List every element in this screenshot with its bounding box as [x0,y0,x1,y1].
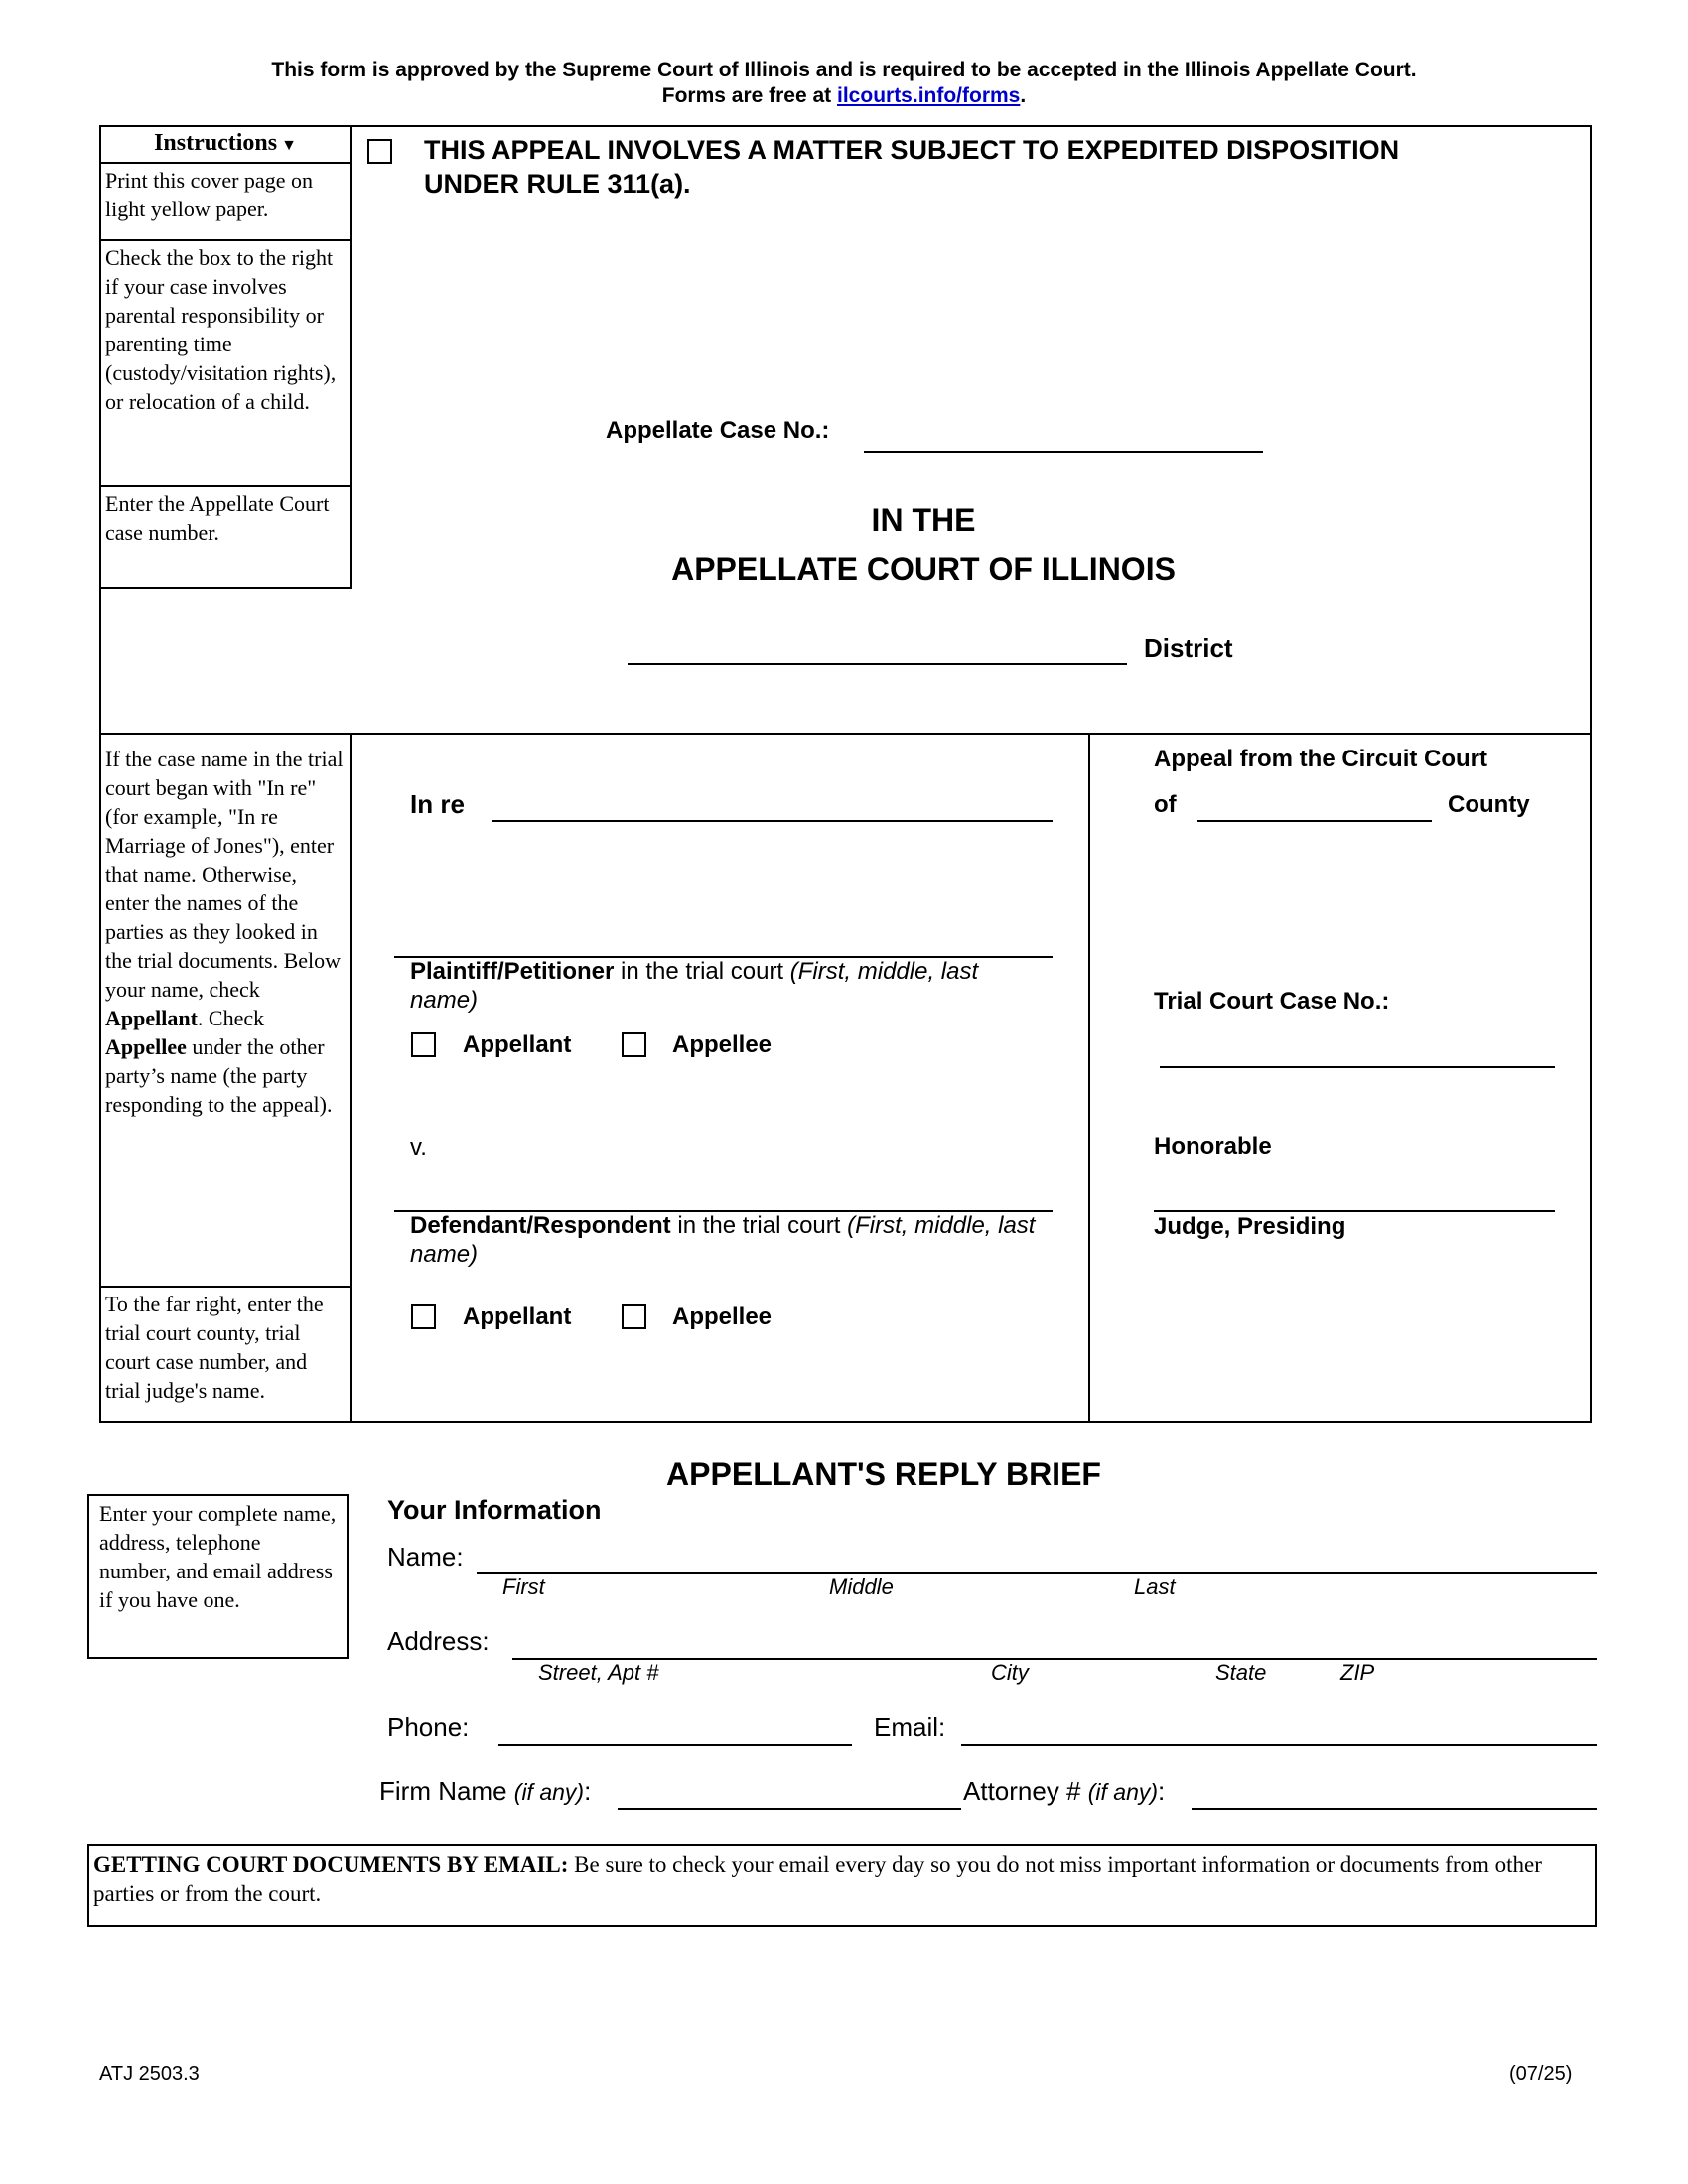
instruction-party-names: If the case name in the trial court began with "In re" (for example, "In re Marriage of Jones"), enter that name. Otherwise, enter the names of the parties as they looked in the trial documents. Below your name, check Appellant. Check Appellee under the other party’s name (the party responding to the appeal). [105,747,344,1117]
forms-free-suffix: . [1020,84,1027,107]
plaintiff-appellee-checkbox[interactable] [622,1032,646,1057]
instruction-trial-court: To the far right, enter the trial court county, trial court case number, and trial judge's name. [105,1292,324,1403]
district-label: District [1144,633,1233,663]
judge-underline [1154,1210,1555,1212]
form-date: (07/25) [1509,2063,1573,2085]
district-underline [628,663,1127,665]
instruction-expedited-check: Check the box to the right if your case involves parental responsibility or parenting time (custody/visitation rights), or relocation of a child. [101,241,350,487]
attorney-number-underline [1192,1808,1597,1810]
judge-presiding-label: Judge, Presiding [1154,1213,1346,1240]
judge-name-field[interactable] [1154,1181,1563,1209]
email-notice-text: Be sure to check your email every day so you do not miss important information or documents from other parties or from the court. [93,1852,1542,1906]
triangle-down-icon: ▼ [281,137,297,154]
instructions-title: Instructions ▼ [101,127,350,164]
county-field[interactable] [1197,790,1440,818]
attorney-number-label: Attorney # (if any): [963,1776,1166,1806]
approval-notice [0,58,1688,109]
plaintiff-caption: Plaintiff/Petitioner in the trial court (First, middle, last name) [410,958,979,1014]
expedited-label [424,133,1399,201]
court-title-in-the: IN THE [871,502,976,538]
in-re-field[interactable] [492,790,1060,818]
brief-title: APPELLANT'S REPLY BRIEF [666,1456,1101,1492]
county-underline [1197,820,1432,822]
plaintiff-appellee-label: Appellee [672,1031,773,1058]
parties-right-divider [1088,733,1090,1423]
honorable-label: Honorable [1154,1133,1272,1160]
your-information-heading: Your Information [387,1495,602,1525]
address-state-caption: State [1215,1660,1267,1685]
email-underline [961,1744,1597,1746]
trial-case-no-label: Trial Court Case No.: [1154,988,1390,1015]
name-last-caption: Last [1134,1574,1176,1599]
name-label: Name: [387,1542,464,1571]
address-street-caption: Street, Apt # [538,1660,659,1685]
phone-label: Phone: [387,1712,470,1742]
address-underline [512,1658,1597,1660]
defendant-appellant-label: Appellant [463,1303,572,1330]
forms-free-prefix: Forms are free at [661,84,838,107]
name-first-caption: First [502,1574,545,1599]
form-id: ATJ 2503.3 [99,2063,200,2085]
district-field[interactable] [628,633,1135,661]
in-re-underline [492,820,1053,822]
instruction-print-yellow: Print this cover page on light yellow paper. [101,164,350,241]
phone-field[interactable] [498,1715,860,1743]
county-label: County [1448,791,1530,818]
expedited-checkbox[interactable] [367,139,392,164]
instructions-panel-top [99,125,352,589]
firm-name-label: Firm Name (if any): [379,1776,592,1806]
appellate-case-no-underline [864,451,1263,453]
address-zip-caption: ZIP [1340,1660,1375,1685]
parties-left-divider [350,733,352,1423]
instruction-your-info: Enter your complete name, address, telephone number, and email address if you have one. [99,1501,337,1612]
address-field[interactable] [512,1629,1605,1657]
email-label: Email: [874,1712,946,1742]
trial-case-no-underline [1160,1066,1555,1068]
forms-free-line [0,83,1688,109]
appellate-case-no-field[interactable] [864,421,1271,449]
phone-underline [498,1744,852,1746]
name-middle-caption: Middle [829,1574,894,1599]
forms-link[interactable]: ilcourts.info/forms [837,84,1021,107]
address-label: Address: [387,1626,490,1656]
in-re-label: In re [410,789,465,819]
address-city-caption: City [991,1660,1029,1685]
name-underline [477,1572,1597,1574]
expedited-line2: UNDER RULE 311(a). [424,169,691,199]
instruction-case-number: Enter the Appellate Court case number. [105,491,330,545]
approval-line: This form is approved by the Supreme Court of Illinois and is required to be accepted in the Illinois Appellate Court. [271,59,1417,81]
plaintiff-appellant-label: Appellant [463,1031,572,1058]
appellate-case-no-label: Appellate Case No.: [606,417,830,444]
email-field[interactable] [961,1715,1605,1743]
defendant-appellee-checkbox[interactable] [622,1304,646,1329]
name-field[interactable] [477,1544,1605,1571]
defendant-caption: Defendant/Respondent in the trial court (First, middle, last name) [410,1212,1036,1268]
expedited-line1: THIS APPEAL INVOLVES A MATTER SUBJECT TO EXPEDITED DISPOSITION [424,135,1400,165]
firm-name-field[interactable] [618,1779,969,1807]
your-info-instructions-box [87,1494,349,1659]
of-label: of [1154,791,1177,818]
email-notice-heading: GETTING COURT DOCUMENTS BY EMAIL: [93,1852,569,1877]
attorney-number-field[interactable] [1192,1779,1605,1807]
email-notice-box [87,1844,1597,1927]
plaintiff-appellant-checkbox[interactable] [411,1032,436,1057]
court-title-appellate: APPELLATE COURT OF ILLINOIS [671,551,1176,587]
firm-name-underline [618,1808,961,1810]
plaintiff-name-field[interactable] [394,927,1060,955]
versus-label: v. [410,1134,427,1160]
appeal-from-label: Appeal from the Circuit Court [1154,746,1488,772]
defendant-appellant-checkbox[interactable] [411,1304,436,1329]
defendant-name-field[interactable] [394,1181,1060,1209]
defendant-appellee-label: Appellee [672,1303,773,1330]
trial-case-no-field[interactable] [1160,1036,1563,1064]
